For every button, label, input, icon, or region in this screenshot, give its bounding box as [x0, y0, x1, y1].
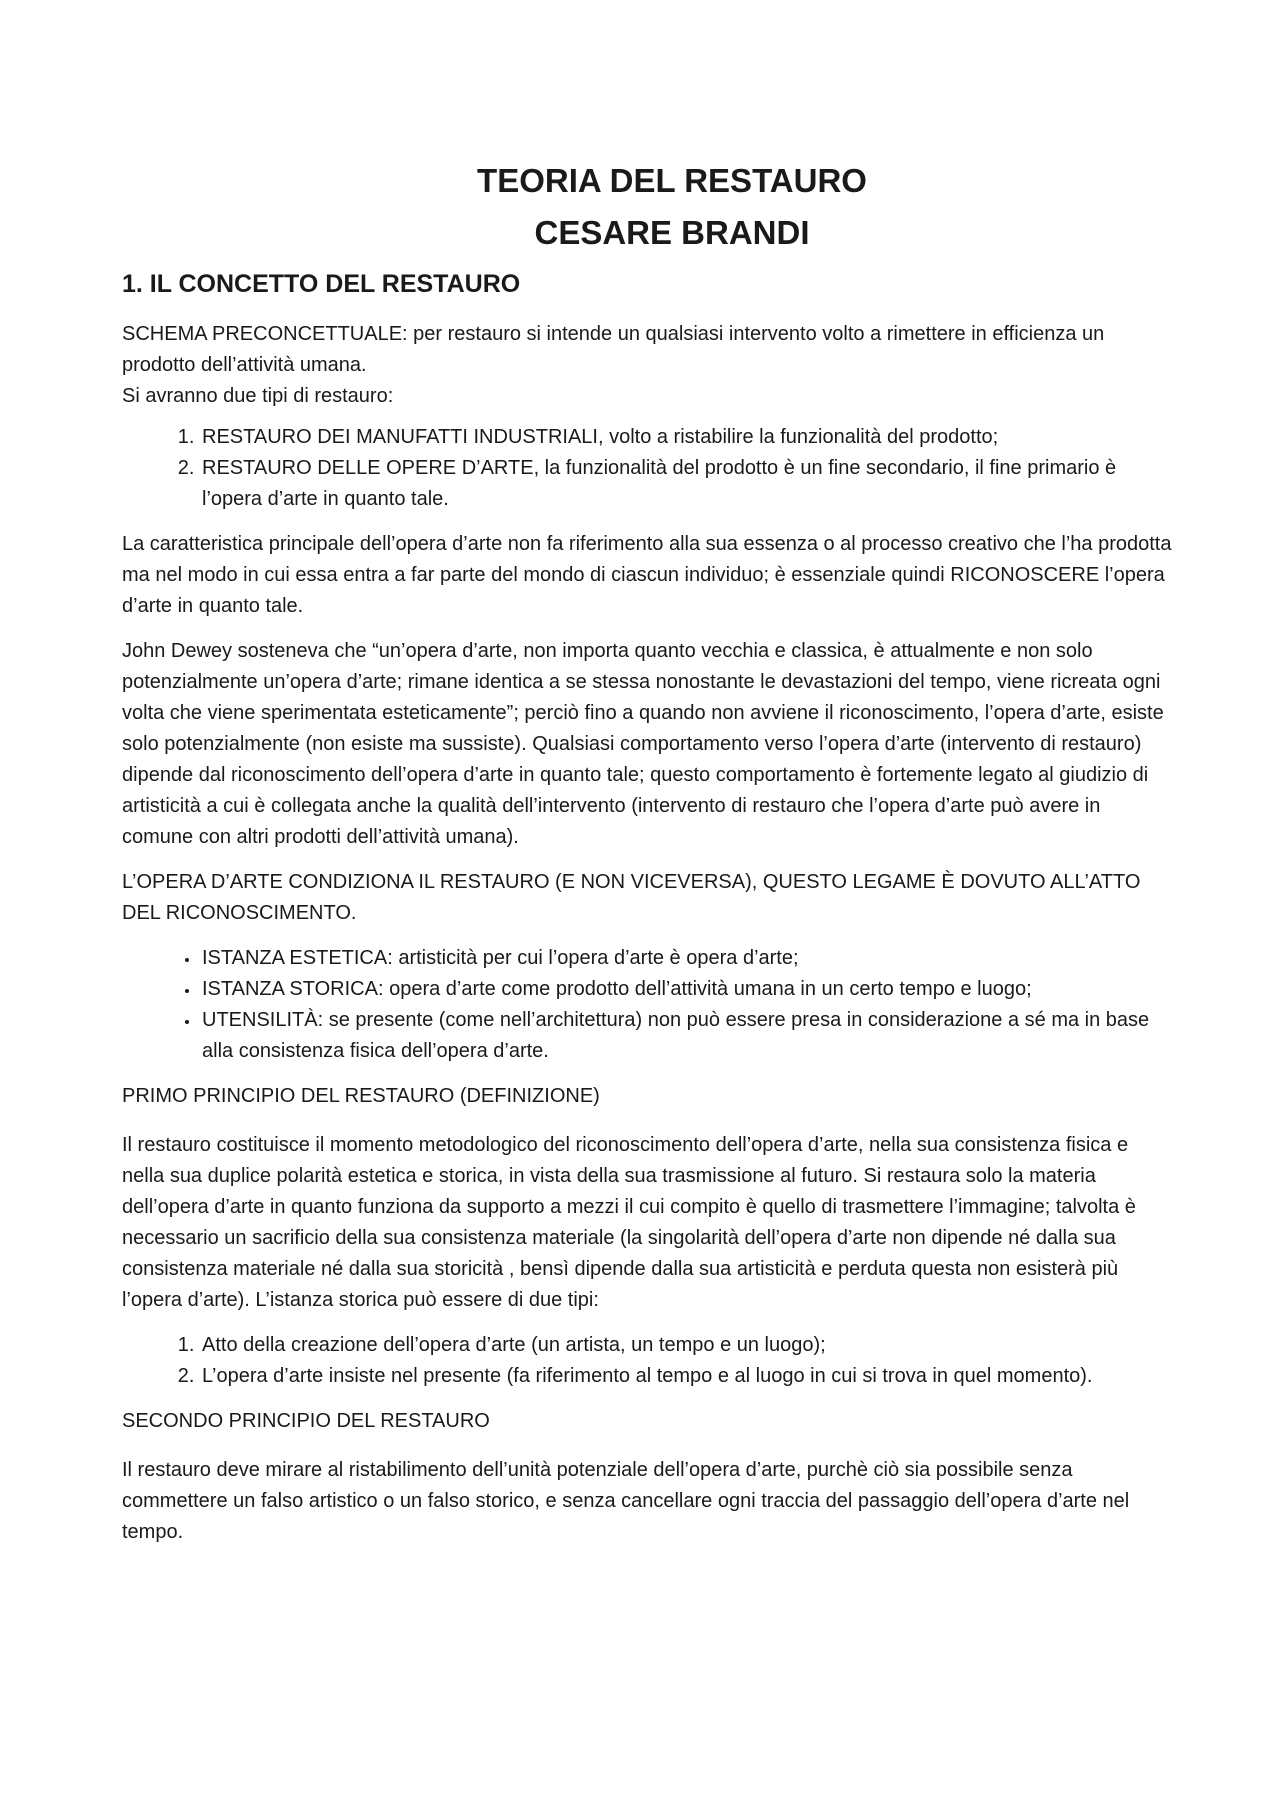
list-item: 2. RESTAURO DELLE OPERE D’ARTE, la funzionalità del prodotto è un fine secondario, il fine primario è l’opera d’arte in quanto tale. [200, 453, 1172, 515]
list-item: 1. RESTAURO DEI MANUFATTI INDUSTRIALI, volto a ristabilire la funzionalità del prodotto; [200, 422, 1172, 453]
secondo-principio-text: Il restauro deve mirare al ristabilimento dell’unità potenziale dell’opera d’arte, purchè ciò sia possibile senza commettere un falso artistico o un falso storico, e senza cancellare ogni traccia del passaggio dell’opera d’arte nel tempo. [122, 1459, 1130, 1543]
document-page [122, 155, 1172, 1562]
list-item: • UTENSILITÀ: se presente (come nell’architettura) non può essere presa in considerazione a sé ma in base alla consistenza fisica dell’opera d’arte. [200, 1005, 1172, 1067]
schema-paragraph: SCHEMA PRECONCETTUALE: per restauro si intende un qualsiasi intervento volto a rimettere in efficienza un prodotto dell’attività umana. [122, 323, 1105, 376]
list-item: • ISTANZA ESTETICA: artisticità per cui l’opera d’arte è opera d’arte; [200, 943, 1172, 974]
list-item: 1. Atto della creazione dell’opera d’arte (un artista, un tempo e un luogo); [200, 1330, 1172, 1361]
document-title [122, 155, 1172, 259]
primo-principio-text: Il restauro costituisce il momento metodologico del riconoscimento dell’opera d’arte, nella sua consistenza fisica e nella sua duplice polarità estetica e storica, in vista della sua trasmissione al futuro. Si restaura solo la materia dell’opera d’arte in quanto funziona da supporto a mezzi il cui compito è quello di trasmettere l’immagine; talvolta è necessario un sacrificio della sua consistenza materiale (la singolarità dell’opera d’arte non dipende né dalla sua consistenza materiale né dalla sua storicità , bensì dipende dalla sua artisticità e perduta questa non esisterà più l’opera d’arte). L’istanza storica può essere di due tipi: [122, 1134, 1136, 1311]
section-heading: 1. IL CONCETTO DEL RESTAURO [122, 270, 521, 298]
types-intro: Si avranno due tipi di restauro: [122, 385, 394, 407]
istanza-storica-list [122, 1330, 1172, 1392]
title-line-1: TEORIA DEL RESTAURO [477, 162, 867, 199]
list-item: • ISTANZA STORICA: opera d’arte come prodotto dell’attività umana in un certo tempo e luogo; [200, 974, 1172, 1005]
dewey-paragraph: John Dewey sosteneva che “un’opera d’arte, non importa quanto vecchia e classica, è attualmente e non solo potenzialmente un’opera d’arte; rimane identica a se stessa nonostante le devastazioni del tempo, viene ricreata ogni volta che viene sperimentata esteticamente”; perciò fino a quando non avviene il riconoscimento, l’opera d’arte, esiste solo potenzialmente (non esiste ma sussiste). Qualsiasi comportamento verso l’opera d’arte (intervento di restauro) dipende dal riconoscimento dell’opera d’arte in quanto tale; questo comportamento è fortemente legato al giudizio di artisticità a cui è collegata anche la qualità dell’intervento (intervento di restauro che l’opera d’arte può avere in comune con altri prodotti dell’attività umana). [122, 640, 1164, 848]
condiziona-paragraph: L’OPERA D’ARTE CONDIZIONA IL RESTAURO (E NON VICEVERSA), QUESTO LEGAME È DOVUTO ALL’ATTO DEL RICONOSCIMENTO. [122, 871, 1141, 924]
list-item: 2. L’opera d’arte insiste nel presente (fa riferimento al tempo e al luogo in cui si trova in quel momento). [200, 1361, 1172, 1392]
primo-principio-heading: PRIMO PRINCIPIO DEL RESTAURO (DEFINIZIONE) [122, 1085, 600, 1107]
secondo-principio-heading: SECONDO PRINCIPIO DEL RESTAURO [122, 1410, 490, 1432]
title-line-2: CESARE BRANDI [534, 214, 810, 251]
caratteristica-paragraph: La caratteristica principale dell’opera d’arte non fa riferimento alla sua essenza o al processo creativo che l’ha prodotta ma nel modo in cui essa entra a far parte del mondo di ciascun individuo; è essenziale quindi RICONOSCERE l’opera d’arte in quanto tale. [122, 533, 1172, 617]
restauro-types-list [122, 422, 1172, 515]
istanze-list [122, 943, 1172, 1067]
